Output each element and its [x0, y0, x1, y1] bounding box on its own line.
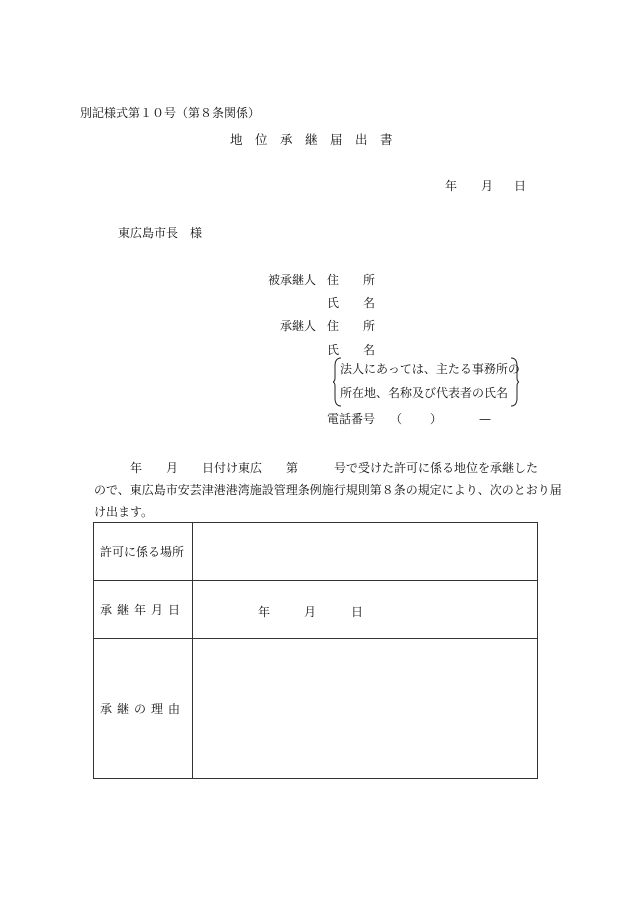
- successor-address-label: 住 所: [327, 319, 376, 333]
- phone-dash: —: [479, 412, 491, 426]
- form-number: 別記様式第１０号（第８条関係）: [80, 106, 261, 120]
- table-day-label: 日: [351, 605, 364, 619]
- location-label: 許可に係る場所: [100, 545, 185, 559]
- location-label-cell: [94, 523, 193, 581]
- date-day-label: 日: [514, 179, 527, 193]
- predecessor-address-label: 住 所: [327, 273, 376, 287]
- table-year-label: 年: [258, 605, 271, 619]
- reason-label-char: 承: [100, 702, 113, 716]
- table-month-label: 月: [304, 605, 317, 619]
- predecessor-name-label: 氏 名: [327, 296, 376, 310]
- table-row-location: [94, 523, 538, 581]
- date-year-label: 年: [445, 179, 458, 193]
- successor-label: 承継人: [280, 319, 317, 333]
- date-label-cell: [94, 581, 193, 639]
- date-label-char: 承: [100, 603, 113, 617]
- body-paragraph: [94, 457, 562, 523]
- date-month-label: 月: [481, 179, 494, 193]
- date-label: [100, 601, 180, 618]
- predecessor-label: 被承継人: [268, 273, 317, 287]
- date-value-cell[interactable]: [193, 581, 538, 639]
- date-label-char: 月: [150, 603, 163, 617]
- table-row-date: [94, 581, 538, 639]
- phone-label: 電話番号: [327, 412, 376, 426]
- reason-label-char: 継: [116, 702, 129, 716]
- document-title: 地 位 承 継 届 出 書: [230, 132, 393, 147]
- corporate-note-line1: 法人にあっては、主たる事務所の: [340, 362, 520, 376]
- location-value-cell[interactable]: [193, 523, 538, 581]
- table-row-reason: [94, 639, 538, 779]
- date-label-char: 年: [133, 603, 146, 617]
- reason-label-cell: [94, 639, 193, 779]
- date-label-char: 継: [116, 603, 129, 617]
- body-line-2: ので、東広島市安芸津港港湾施設管理条例施行規則第８条の規定により、次のとおり届: [94, 483, 562, 497]
- date-label-char: 日: [167, 603, 180, 617]
- details-table: [93, 522, 538, 779]
- reason-label-char: 由: [167, 702, 180, 716]
- reason-label-char: 理: [150, 702, 163, 716]
- corporate-note-line2: 所在地、名称及び代表者の氏名: [340, 386, 509, 400]
- phone-close-paren: ）: [430, 412, 443, 426]
- body-line-3: け出ます。: [94, 505, 154, 519]
- reason-label-char: の: [133, 702, 146, 716]
- successor-name-label: 氏 名: [327, 343, 376, 357]
- reason-label: [100, 700, 180, 717]
- addressee: 東広島市長 様: [118, 226, 203, 240]
- phone-open-paren: （: [390, 412, 403, 426]
- corporate-note-bracket: [333, 356, 519, 408]
- reason-value-cell[interactable]: [193, 639, 538, 779]
- body-line-1: 年 月 日付け東広 第 号で受けた許可に係る地位を承継した: [94, 461, 539, 475]
